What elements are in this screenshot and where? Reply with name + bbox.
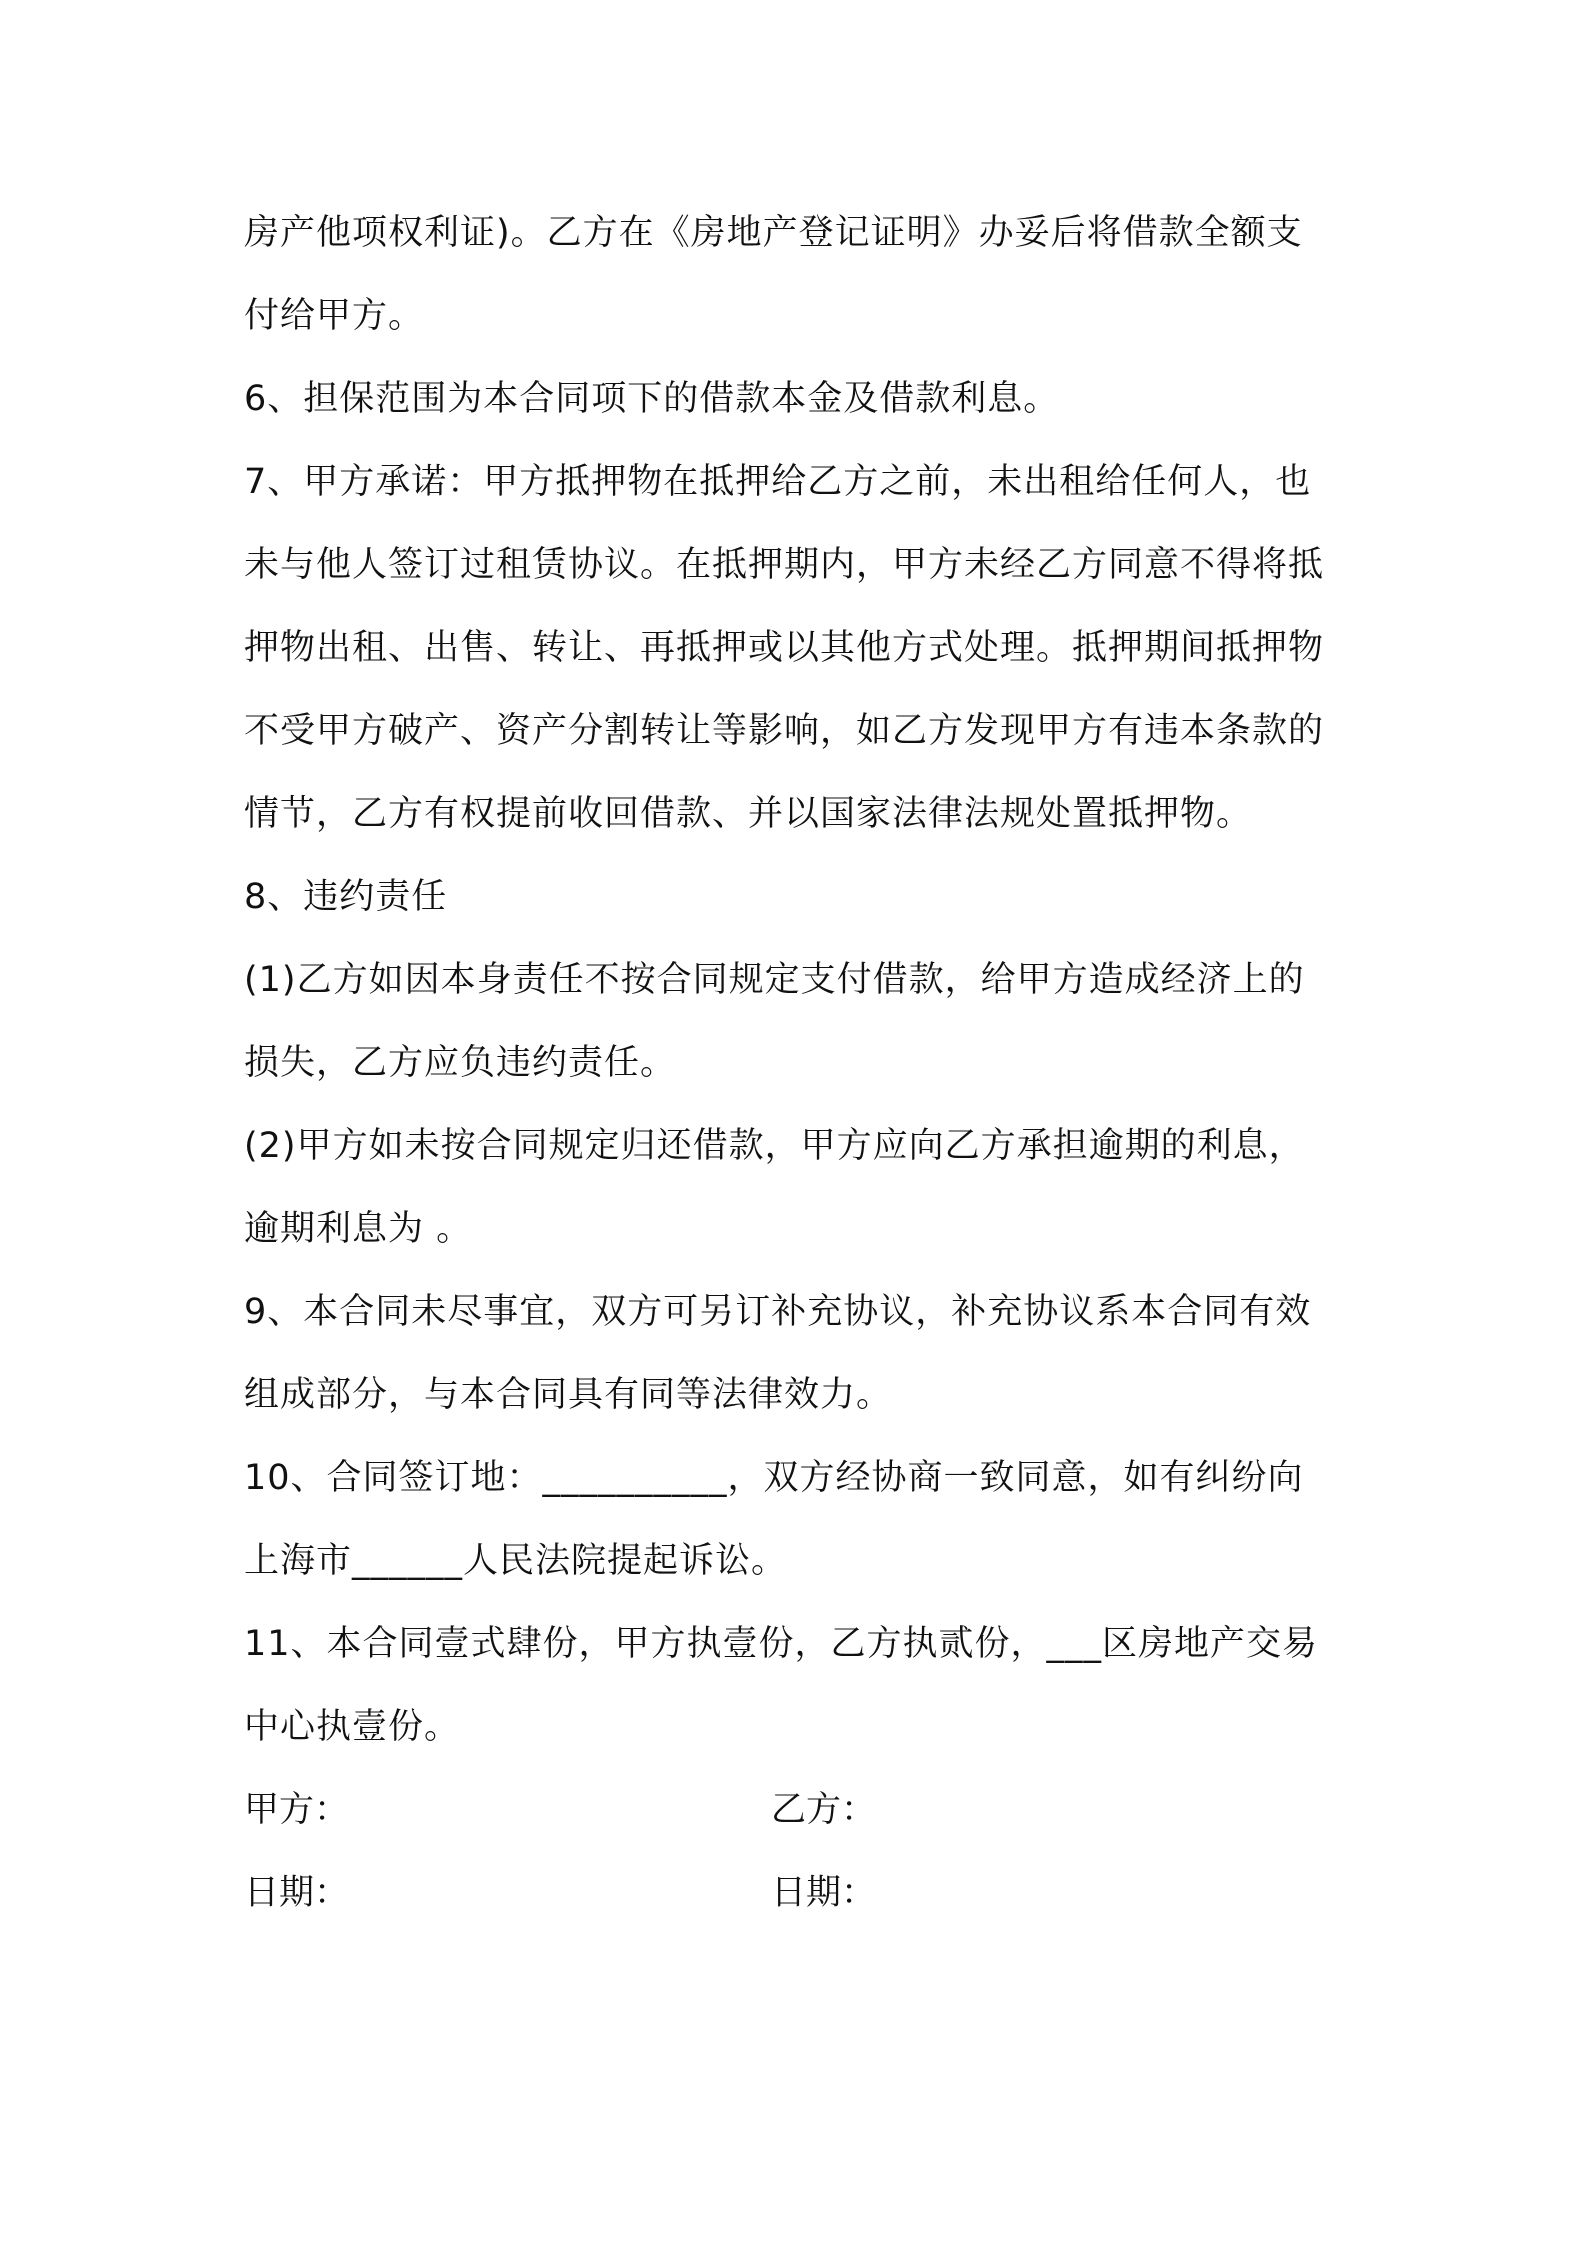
text-line: 不受甲方破产、资产分割转让等影响，如乙方发现甲方有违本条款的 xyxy=(244,711,1325,751)
clause-8-item-2: (2)甲方如未按合同规定归还借款，甲方应向乙方承担逾期的利息， xyxy=(244,1126,1305,1166)
text-line: 损失，乙方应负违约责任。 xyxy=(244,1043,677,1083)
clause-9: 9、本合同未尽事宜，双方可另订补充协议，补充协议系本合同有效 xyxy=(244,1292,1312,1332)
party-a-label: 甲方： xyxy=(244,1790,350,1830)
contract-body xyxy=(244,198,1364,1941)
text-line: 房产他项权利证)。乙方在《房地产登记证明》办妥后将借款全额支 xyxy=(244,213,1303,253)
text-line: 逾期利息为 。 xyxy=(244,1209,473,1249)
clause-6: 6、担保范围为本合同项下的借款本金及借款利息。 xyxy=(244,379,1060,419)
date-b-label: 日期： xyxy=(771,1873,877,1913)
text-line: 情节，乙方有权提前收回借款、并以国家法律法规处置抵押物。 xyxy=(244,794,1253,834)
date-a-label: 日期： xyxy=(244,1873,350,1913)
signature-row xyxy=(244,1775,1364,1858)
clause-10: 10、合同签订地：__________，双方经协商一致同意，如有纠纷向 xyxy=(244,1458,1304,1498)
party-b-label: 乙方： xyxy=(771,1790,877,1830)
text-line: 押物出租、出售、转让、再抵押或以其他方式处理。抵押期间抵押物 xyxy=(244,628,1325,668)
text-line: 中心执壹份。 xyxy=(244,1707,461,1747)
text-line: 组成部分，与本合同具有同等法律效力。 xyxy=(244,1375,893,1415)
clause-7: 7、甲方承诺：甲方抵押物在抵押给乙方之前，未出租给任何人，也 xyxy=(244,462,1312,502)
clause-8-heading: 8、违约责任 xyxy=(244,877,448,917)
text-line: 未与他人签订过租赁协议。在抵押期内，甲方未经乙方同意不得将抵 xyxy=(244,545,1325,585)
date-row xyxy=(244,1858,1364,1941)
text-line: 上海市______人民法院提起诉讼。 xyxy=(244,1541,788,1581)
clause-11: 11、本合同壹式肆份，甲方执壹份，乙方执贰份，___区房地产交易 xyxy=(244,1624,1319,1664)
text-line: 付给甲方。 xyxy=(244,296,425,336)
clause-8-item-1: (1)乙方如因本身责任不按合同规定支付借款，给甲方造成经济上的 xyxy=(244,960,1305,1000)
